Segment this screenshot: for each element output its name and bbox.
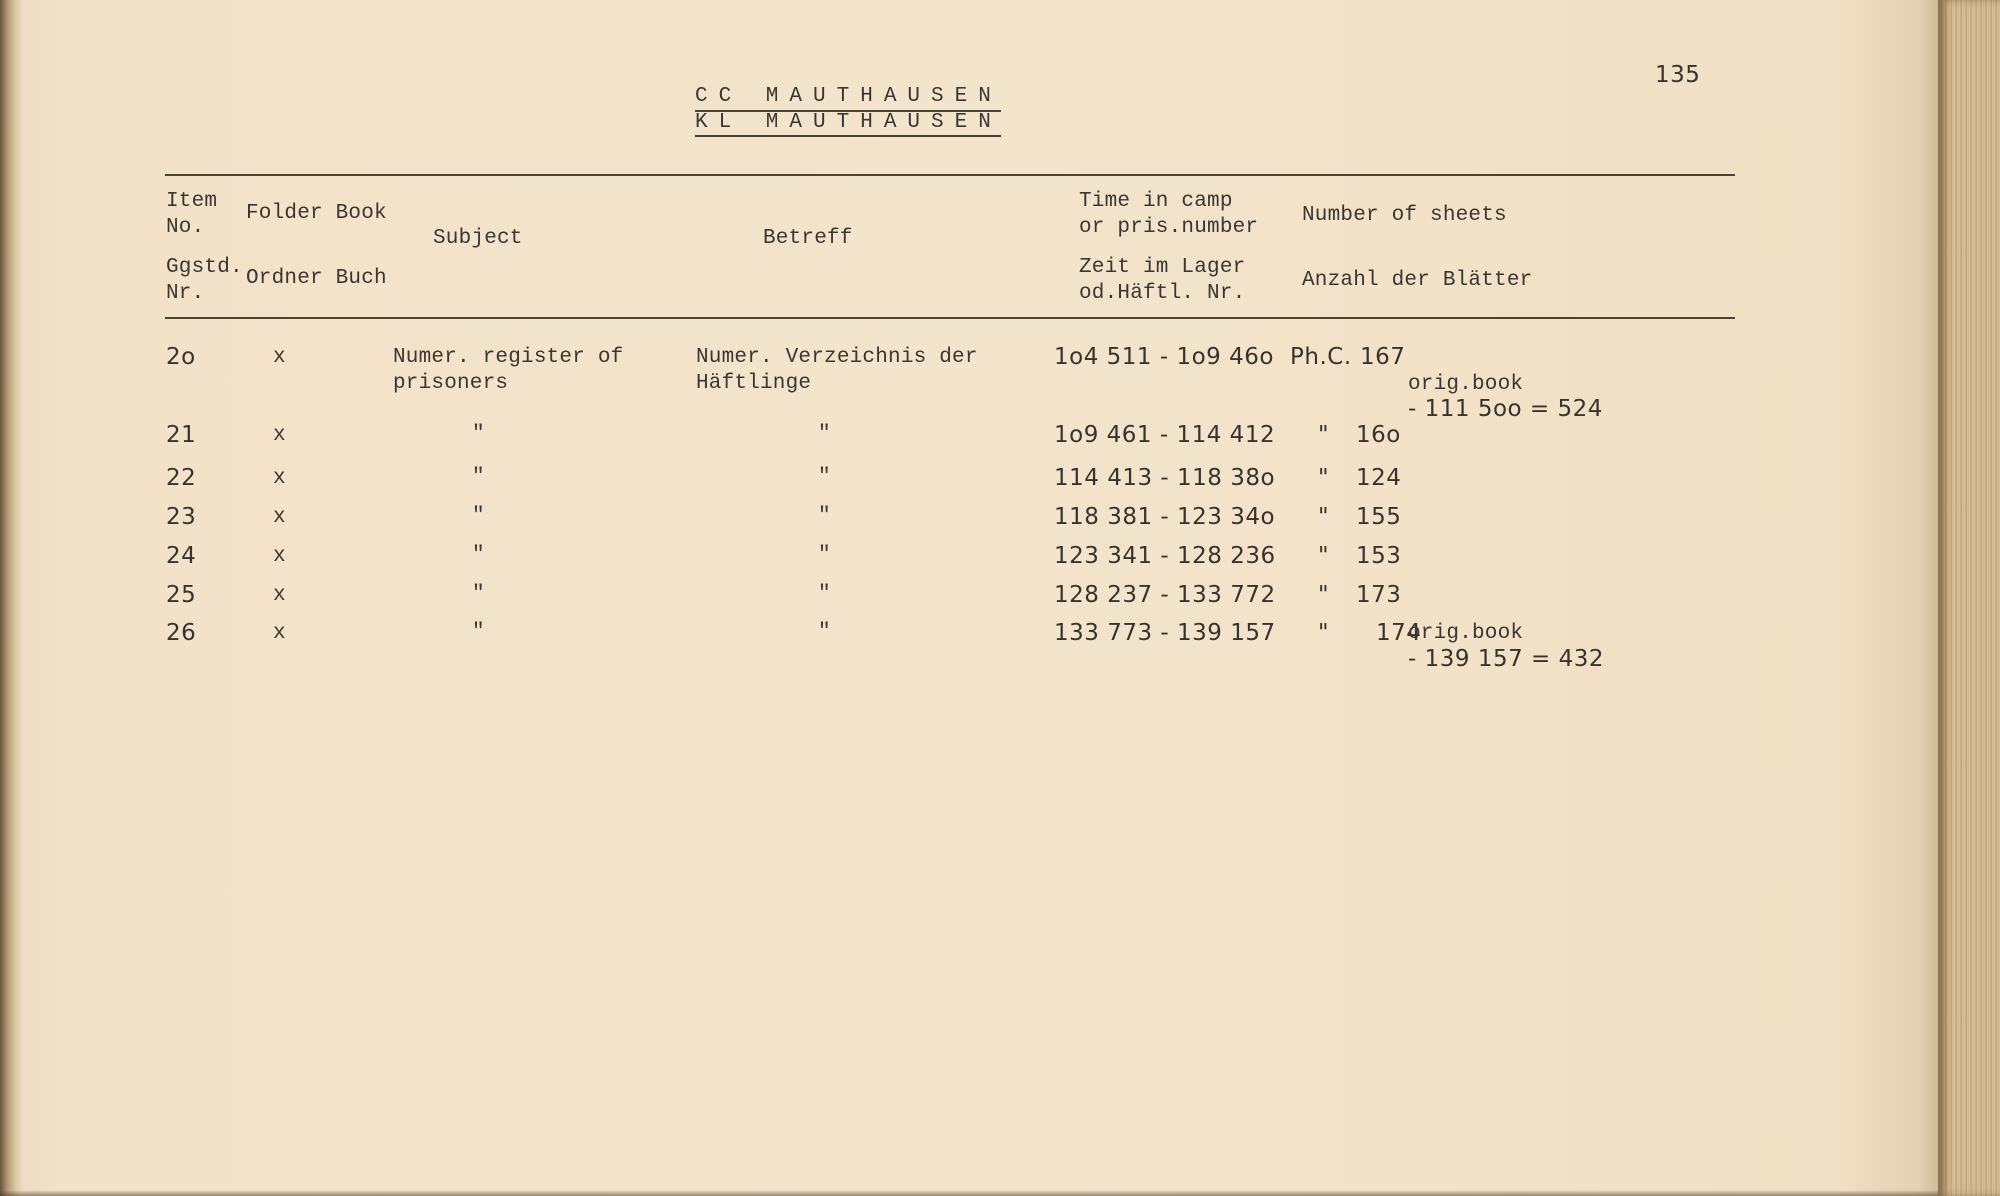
row-betreff: " <box>818 466 831 489</box>
row-sheets: 16o <box>1356 422 1401 448</box>
row-mark: " <box>1318 582 1330 608</box>
row-number-range: 1o4 511 - 1o9 46o <box>1054 344 1274 370</box>
row-sheets: 167 <box>1360 344 1406 370</box>
row-mark: " <box>1318 620 1330 646</box>
row-number-range: 123 341 - 128 236 <box>1054 543 1276 569</box>
row-subject: Numer. register of <box>393 346 624 369</box>
row-item: 23 <box>166 504 197 530</box>
row-subject: " <box>472 505 485 528</box>
row-item: 21 <box>166 422 197 448</box>
row-folder: x <box>273 424 286 447</box>
header-no: No. <box>166 216 205 239</box>
row-note: orig.book <box>1408 373 1524 396</box>
header-pris-number: or pris.number <box>1079 216 1259 239</box>
row-sheets: 124 <box>1356 465 1402 491</box>
row-item: 22 <box>166 465 197 491</box>
row-betreff: " <box>818 423 831 446</box>
row-betreff: " <box>818 583 831 606</box>
row-subject: " <box>472 466 485 489</box>
row-sheets: 153 <box>1356 543 1402 569</box>
row-subject: " <box>472 583 485 606</box>
row-betreff: Numer. Verzeichnis der <box>696 346 978 369</box>
row-number-range: 118 381 - 123 34o <box>1054 504 1276 530</box>
header-betreff: Betreff <box>763 227 853 250</box>
row-betreff-cont: Häftlinge <box>696 372 812 395</box>
row-sheets: 174 <box>1376 620 1422 646</box>
row-betreff: " <box>818 544 831 567</box>
title-line-2: KL MAUTHAUSEN <box>695 111 1002 134</box>
header-bottom-rule <box>165 317 1735 319</box>
row-folder: x <box>273 506 286 529</box>
row-folder: x <box>273 467 286 490</box>
row-mark: " <box>1318 504 1330 530</box>
row-sheets: 155 <box>1356 504 1402 530</box>
row-folder: x <box>273 545 286 568</box>
header-item: Item <box>166 190 218 213</box>
book-page-edges <box>1938 0 2000 1196</box>
header-zeit-im-lager: Zeit im Lager <box>1079 256 1246 279</box>
page-number: 135 <box>1655 62 1701 88</box>
row-item: 25 <box>166 582 197 608</box>
header-nr: Nr. <box>166 282 205 305</box>
row-item: 26 <box>166 620 197 646</box>
header-anzahl-der-blaetter: Anzahl der Blätter <box>1302 269 1533 292</box>
row-item: 2o <box>166 344 196 370</box>
row-subject-cont: prisoners <box>393 372 509 395</box>
title-underline-2 <box>695 135 1001 137</box>
header-ordner-buch: Ordner Buch <box>246 267 387 290</box>
row-folder: x <box>273 622 286 645</box>
header-number-of-sheets: Number of sheets <box>1302 204 1507 227</box>
row-item: 24 <box>166 543 197 569</box>
row-betreff: " <box>818 621 831 644</box>
header-time-in-camp: Time in camp <box>1079 190 1233 213</box>
row-note-cont: - 111 5oo = 524 <box>1408 396 1603 422</box>
row-sheets: 173 <box>1356 582 1402 608</box>
row-subject: " <box>472 621 485 644</box>
header-ggstd: Ggstd. <box>166 256 243 279</box>
row-mark: " <box>1318 422 1330 448</box>
row-note: orig.book <box>1408 622 1524 645</box>
header-folder-book: Folder Book <box>246 202 387 225</box>
row-number-range: 1o9 461 - 114 412 <box>1054 422 1276 448</box>
row-number-range: 114 413 - 118 38o <box>1054 465 1276 491</box>
header-haeftl-nr: od.Häftl. Nr. <box>1079 282 1246 305</box>
row-mark: " <box>1318 465 1330 491</box>
book-binding <box>0 0 22 1196</box>
page-bottom-edge <box>0 1190 1938 1196</box>
title-line-1: CC MAUTHAUSEN <box>695 85 1002 108</box>
row-number-range: 133 773 - 139 157 <box>1054 620 1276 646</box>
row-note-cont: - 139 157 = 432 <box>1408 646 1605 672</box>
row-folder: x <box>273 584 286 607</box>
row-betreff: " <box>818 505 831 528</box>
row-number-range: 128 237 - 133 772 <box>1054 582 1276 608</box>
row-subject: " <box>472 544 485 567</box>
row-mark: Ph.C. <box>1290 344 1352 370</box>
row-mark: " <box>1318 543 1330 569</box>
row-folder: x <box>273 346 286 369</box>
header-top-rule <box>165 174 1735 176</box>
row-subject: " <box>472 423 485 446</box>
header-subject: Subject <box>433 227 523 250</box>
